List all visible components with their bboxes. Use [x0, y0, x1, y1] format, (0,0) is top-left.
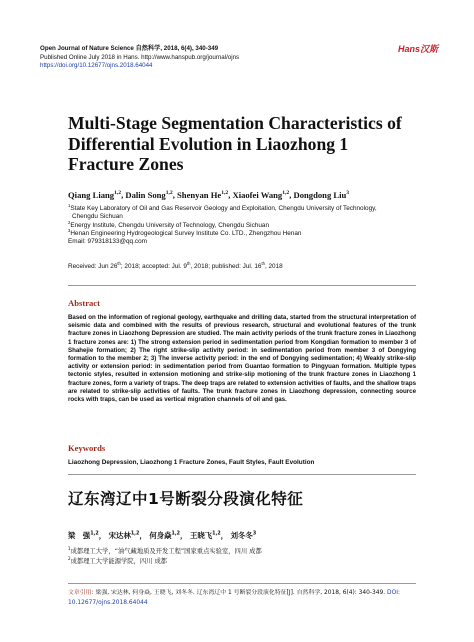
citation-doi-link[interactable]: DOI: 10.12677/ojns.2018.64044 [68, 590, 400, 606]
cn-author-sup: 1,2 [130, 531, 140, 537]
cn-author-sup: 1,2 [171, 531, 180, 537]
cn-author: 王晓飞 [189, 531, 213, 540]
cn-author-sup: 1,2 [212, 531, 221, 537]
affiliation-sup: 3 [68, 227, 71, 233]
citation-text: 梁强, 宋达林, 何身焱, 王晓飞, 刘冬冬. 辽东湾辽中 1 号断裂分段演化特征[J]. 自然科学, 2018, 6(4): 340-349. [93, 590, 386, 596]
author-sup: 3 [346, 190, 350, 197]
date-sup: th [186, 260, 191, 266]
doi-link[interactable]: https://doi.org/10.12677/ojns.2018.64044 [40, 62, 153, 70]
citation-block [68, 589, 413, 608]
affiliation [68, 227, 428, 238]
author-sup: 1,2 [221, 190, 229, 197]
author: Shenyan He [177, 190, 222, 200]
cn-affiliation-sup: 2 [68, 555, 71, 561]
affiliation-text: State Key Laboratory of Oil and Gas Reservoir Geology and Exploitation, Chengdu University of Technology, [70, 205, 377, 212]
cn-affiliation-text: 成都理工大学能源学院，四川 成都 [70, 557, 168, 565]
published-date: , 2018; published: Jul. 16 [190, 263, 262, 270]
cn-author: 何身焱 [149, 531, 172, 540]
divider [68, 583, 416, 584]
author-sup: 1,2 [114, 190, 122, 197]
abstract-heading: Abstract [68, 298, 100, 308]
date-sup: th [117, 260, 121, 266]
paper-title: Multi-Stage Segmentation Characteristics of Differential Evolution in Liaozhong 1 Fracture Zones [68, 113, 402, 174]
cn-affiliation-sup: 1 [68, 545, 71, 551]
accepted-date: ; 2018; accepted: Jul. 9 [120, 263, 187, 270]
author-sup: 1,2 [282, 190, 290, 197]
affiliation-cont: Chengdu Sichuan [72, 213, 123, 221]
author: Dongdong Liu [293, 190, 347, 200]
abstract-text: Based on the information of regional geology, earthquake and drilling data, started from the structural interpretation of seismic data and combined with the results of previous research, structural and evolutional features of the trunk fracture zones in Liaozhong Depression are studied. The main activity periods of the trunk fracture zones in Liaozhong 1 fracture zones are: 1) The strong extension period in sedimentation period from Kongdian formation to member 3 of Shahejie formation; 2) The right strike-slip activity period: in sedimentation period from member 3 of Dongying formation to the member 2; 3) The inverse activity period: in the end of Dongying sedimentation; 4) Weakly strike-slip activity or extension period: in sedimentation period from Guantao formation to Pingyuan formation. Multiple types tectonic styles, resulted in extension motioning and strike-slip motioning of the trunk fracture zones in Liaozhong 1 fracture zones, form a variety of traps. The deep traps are related to extension activities of faults, and the shallow traps are related to strike-slip activities of faults. The trunk fracture zones in Liaozhong depression, connecting source rocks with traps, can be used as vertical migration channels of oil and gas. [68, 314, 416, 404]
author: Qiang Liang [68, 190, 115, 200]
author-sup: 1,2 [165, 190, 173, 197]
affiliation-sup: 2 [68, 219, 71, 225]
journal-citation: Open Journal of Nature Science 自然科学, 2018, 6(4), 340-349 [40, 45, 219, 52]
affiliation [68, 202, 428, 213]
affiliation-text: Energy Institute, Chengdu University of Technology, Chengdu Sichuan [70, 221, 270, 229]
affiliation [68, 219, 428, 230]
citation-label: 文章引用: [68, 590, 94, 596]
affiliation-sup: 1 [68, 202, 71, 208]
cn-affiliation-text: 成都理工大学，“油气藏地质及开发工程”国家重点实验室，四川 成都 [70, 548, 262, 555]
divider [68, 474, 416, 475]
hans-logo: Hans汉斯 [397, 44, 438, 54]
divider [68, 285, 416, 286]
cn-author-sup: 3 [252, 531, 257, 537]
date-tail: , 2018 [264, 263, 283, 270]
author-list: Qiang Liang$^{1,2}$, Dalin Song$^{1,2}$, Shenyan He$^{1,2}$, Xiaofei Wang$^{1,2}$, Dongdong Liu$^3$ [68, 190, 350, 200]
author: Dalin Song [125, 190, 166, 200]
chinese-affiliations [68, 547, 262, 566]
cn-affiliation [68, 557, 262, 567]
cn-author: 宋达林 [108, 531, 131, 540]
cn-affiliation [68, 547, 262, 557]
dates-line [68, 260, 428, 271]
cn-author-sup: 1,2 [90, 531, 99, 537]
email: Email: 979318133@qq.com [68, 238, 147, 246]
chinese-author-list: 梁 强$^{1,2}$， 宋达林$^{1,2}$， 何身焱$^{1,2}$， 王晓飞$^{1,2}$， 刘冬冬$^3$ [68, 531, 257, 540]
affiliations [68, 202, 428, 246]
date-sup: th [261, 260, 265, 266]
cn-author: 梁 强 [68, 531, 91, 540]
chinese-title: 辽东湾辽中1号断裂分段演化特征 [68, 490, 304, 508]
affiliation-text: Henan Engineering Hydrogeological Survey Institute Co. LTD., Zhengzhou Henan [70, 229, 302, 237]
cn-author: 刘冬冬 [230, 531, 253, 540]
published-online: Published Online July 2018 in Hans. http://www.hanspub.org/journal/ojns [40, 53, 240, 61]
keywords-text: Liaozhong Depression, Liaozhong 1 Fracture Zones, Fault Styles, Fault Evolution [68, 459, 315, 466]
journal-header [40, 45, 440, 71]
author: Xiaofei Wang [232, 190, 283, 200]
keywords-heading: Keywords [68, 443, 106, 453]
received-date: Received: Jun 26 [68, 263, 118, 270]
